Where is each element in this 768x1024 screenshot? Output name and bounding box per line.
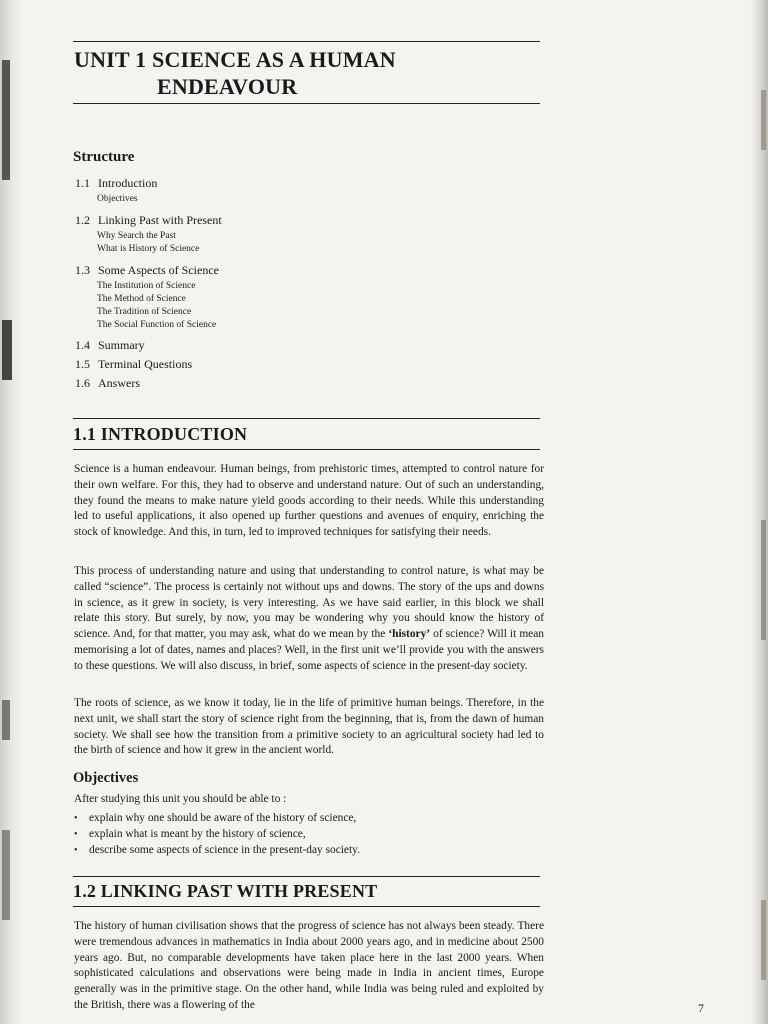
toc-subitem: What is History of Science xyxy=(97,244,200,254)
intro-bottom-rule xyxy=(73,449,540,450)
toc-subitem: The Tradition of Science xyxy=(97,307,192,317)
toc-item-1-4 xyxy=(75,337,375,353)
unit-title xyxy=(74,46,396,100)
scan-edge-left xyxy=(0,0,22,1024)
emphasis-history: ‘history’ xyxy=(388,628,431,641)
toc-item-number: 1.3 xyxy=(75,263,90,277)
toc-subitem: The Method of Science xyxy=(97,294,186,304)
section-heading-linking: 1.2 LINKING PAST WITH PRESENT xyxy=(73,881,378,901)
objective-text: describe some aspects of science in the present-day society. xyxy=(89,843,360,856)
toc-item-label: Terminal Questions xyxy=(98,357,193,371)
intro-paragraph-2-text-end: of science? Will it mean memorising a lot of dates, names and places? Well, in the first unit we’ll provide you with the answers to these questions. We will also discuss, in brief, some aspects of science in the present-day society. xyxy=(74,628,544,672)
intro-paragraph-2 xyxy=(74,564,544,675)
toc-item-label: Some Aspects of Science xyxy=(98,263,219,277)
intro-paragraph-2-text: This process of understanding nature and using that understanding to control nature, is what may be called “science”. The process is certainly not without ups and downs. The story of the ups and downs in science, as it grew in society, is very interesting. As we have said earlier, in this block we shall relate this story. But surely, by now, you may be wondering why you should know the history of science. And, for that matter, you may ask, what do we mean by the xyxy=(74,565,544,641)
list-item xyxy=(74,843,360,859)
toc-item-number: 1.5 xyxy=(75,357,90,371)
objectives-list xyxy=(74,811,360,858)
bullet: • xyxy=(74,844,78,856)
intro-paragraph-3: The roots of science, as we know it today, lie in the life of primitive human beings. Therefore, in the next unit, we shall start the story of science right from the beginning, that is, from the dawn of human society. We shall see how the transition from a primitive society to an agricultural society had led to the birth of science and how it grew in the ancient world. xyxy=(74,697,544,757)
toc-item-number: 1.1 xyxy=(75,176,90,190)
page-number: 7 xyxy=(698,1001,704,1015)
toc-item-1-2 xyxy=(75,212,375,228)
toc-subitem: The Social Function of Science xyxy=(97,320,217,330)
table-of-contents xyxy=(75,175,375,391)
structure-heading: Structure xyxy=(73,149,135,165)
toc-item-number: 1.2 xyxy=(75,213,90,227)
toc-item-1-3 xyxy=(75,262,375,278)
objectives-intro: After studying this unit you should be able to : xyxy=(74,793,287,805)
toc-item-1-5 xyxy=(75,356,375,372)
toc-item-label: Introduction xyxy=(98,176,158,190)
bullet: • xyxy=(74,813,78,824)
toc-item-1-6 xyxy=(75,375,375,391)
toc-item-label: Summary xyxy=(98,338,145,352)
unit-title-line2: ENDEAVOUR xyxy=(157,74,298,99)
toc-subitem: Why Search the Past xyxy=(97,231,176,241)
objectives-heading: Objectives xyxy=(73,770,139,786)
toc-item-number: 1.4 xyxy=(75,338,90,352)
section-heading-introduction: 1.1 INTRODUCTION xyxy=(73,424,248,444)
list-item xyxy=(74,811,360,827)
title-top-rule xyxy=(73,41,540,42)
scan-edge-right xyxy=(750,0,768,1024)
toc-item-number: 1.6 xyxy=(75,376,90,390)
toc-item-label: Linking Past with Present xyxy=(98,213,222,227)
linking-bottom-rule xyxy=(73,906,540,907)
unit-title-line1: UNIT 1 SCIENCE AS A HUMAN xyxy=(74,47,396,72)
toc-subitem: Objectives xyxy=(97,194,138,204)
linking-paragraph-1: The history of human civilisation shows that the progress of science has not always been steady. There were tremendous advances in mathematics in India about 2000 years ago, and in medicine about 2500 years ago. But, no comparable developments have taken place here in the last 2000 years. When sophisticated calculations and observations were being made in India in ancient times, Europe generally was in the primitive stage. On the other hand, while India was being ruled and exploited by the British, there was a flowering of the xyxy=(74,920,544,1011)
toc-subitem: The Institution of Science xyxy=(97,281,196,291)
objective-text: explain why one should be aware of the history of science, xyxy=(89,812,357,824)
intro-top-rule xyxy=(73,418,540,419)
toc-item-label: Answers xyxy=(98,376,140,390)
bullet: • xyxy=(74,828,78,840)
objective-text: explain what is meant by the history of science, xyxy=(89,827,306,840)
toc-item-1-1 xyxy=(75,175,375,191)
linking-top-rule xyxy=(73,876,540,877)
intro-paragraph-1: Science is a human endeavour. Human beings, from prehistoric times, attempted to control nature for their own welfare. For this, they had to observe and understand nature. Out of such an understanding, they found the means to make nature yield goods according to their needs. While this understanding led to useful applications, it also opened up further questions and avenues of enquiry, enriching the stock of knowledge. And this, in turn, led to improved techniques for satisfying their needs. xyxy=(74,463,544,539)
list-item xyxy=(74,827,360,843)
title-bottom-rule xyxy=(73,103,540,104)
